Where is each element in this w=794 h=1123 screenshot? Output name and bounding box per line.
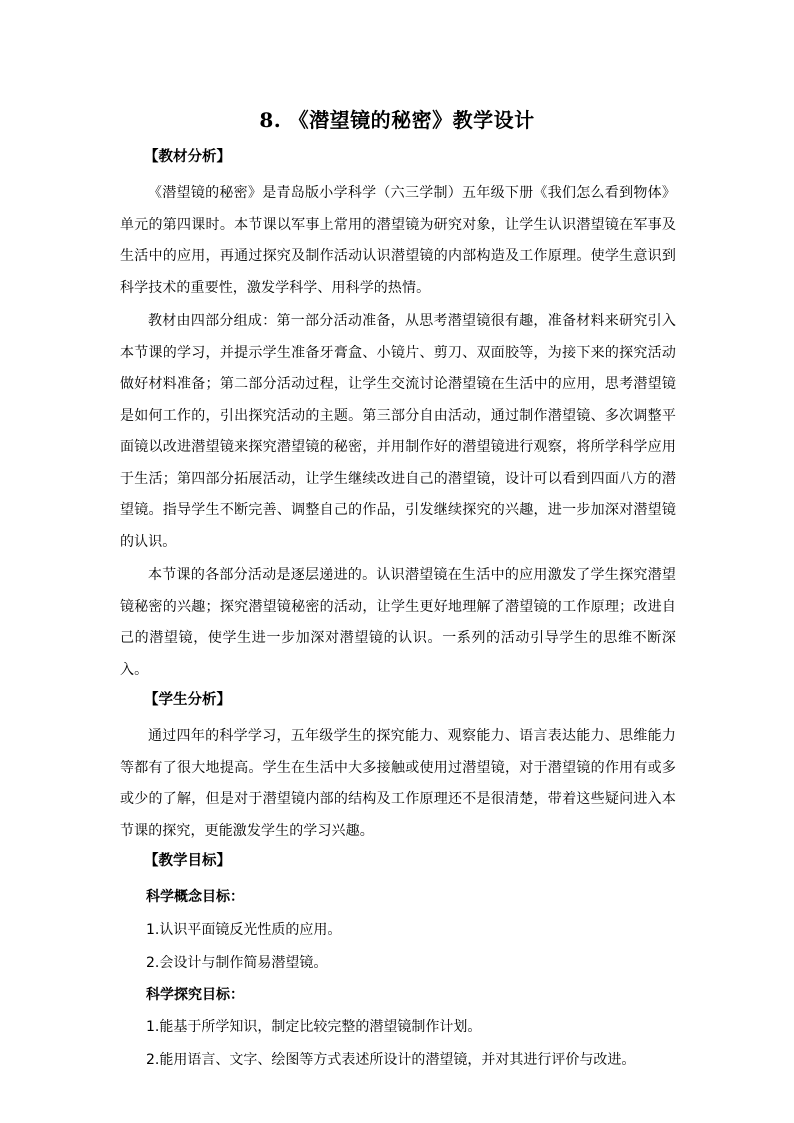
subheading-concept-goals: 科学概念目标： xyxy=(146,889,244,905)
goal-item: 2.会设计与制作简易潜望镜。 xyxy=(146,954,328,971)
document-title: 8. 《潜望镜的秘密》教学设计 xyxy=(259,108,535,132)
section-heading-student-analysis: 【学生分析】 xyxy=(144,692,231,708)
goal-item: 1.认识平面镜反光性质的应用。 xyxy=(146,921,342,938)
paragraph: 教材由四部分组成：第一部分活动准备，从思考潜望镜很有趣，准备材料来研究引入本节课的学习，并提示学生准备牙膏盒、小镜片、剪刀、双面胶等，为接下来的探究活动做好材料准备；第二部分活动过程，让学生交流讨论潜望镜在生活中的应用，思考潜望镜是如何工作的，引出探究活动的主题。第三部分自由活动，通过制作潜望镜、多次调整平面镜以改进潜望镜来探究潜望镜的秘密，并用制作好的潜望镜进行观察，将所学科学应用于生活；第四部分拓展活动，让学生继续改进自己的潜望镜，设计可以看到四面八方的潜望镜。指导学生不断完善、调整自己的作品，引发继续探究的兴趣，进一步加深对潜望镜的认识。 xyxy=(120,313,676,550)
section-heading-material-analysis: 【教材分析】 xyxy=(144,149,231,165)
paragraph: 本节课的各部分活动是逐层递进的。认识潜望镜在生活中的应用激发了学生探究潜望镜秘密的兴趣；探究潜望镜秘密的活动，让学生更好地理解了潜望镜的工作原理；改进自己的潜望镜，使学生进一步加深对潜望镜的认识。一系列的活动引导学生的思维不断深入。 xyxy=(120,567,676,678)
paragraph: 通过四年的科学学习，五年级学生的探究能力、观察能力、语言表达能力、思维能力等都有了很大地提高。学生在生活中大多接触或使用过潜望镜，对于潜望镜的作用有或多或少的了解，但是对于潜望镜内部的结构及工作原理还不是很清楚，带着这些疑问进入本节课的探究，更能激发学生的学习兴趣。 xyxy=(120,728,676,839)
section-heading-teaching-goals: 【教学目标】 xyxy=(144,853,231,869)
goal-item: 2.能用语言、文字、绘图等方式表述所设计的潜望镜，并对其进行评价与改进。 xyxy=(146,1052,636,1068)
goal-item: 1.能基于所学知识，制定比较完整的潜望镜制作计划。 xyxy=(146,1019,482,1035)
document-body xyxy=(120,147,676,1077)
subheading-inquiry-goals: 科学探究目标： xyxy=(146,986,244,1003)
paragraph: 《潜望镜的秘密》是青岛版小学科学（六三学制）五年级下册《我们怎么看到物体》单元的第四课时。本节课以军事上常用的潜望镜为研究对象，让学生认识潜望镜在军事及生活中的应用，再通过探究及制作活动认识潜望镜的内部构造及工作原理。使学生意识到科学技术的重要性，激发学科学、用科学的热情。 xyxy=(120,185,676,296)
